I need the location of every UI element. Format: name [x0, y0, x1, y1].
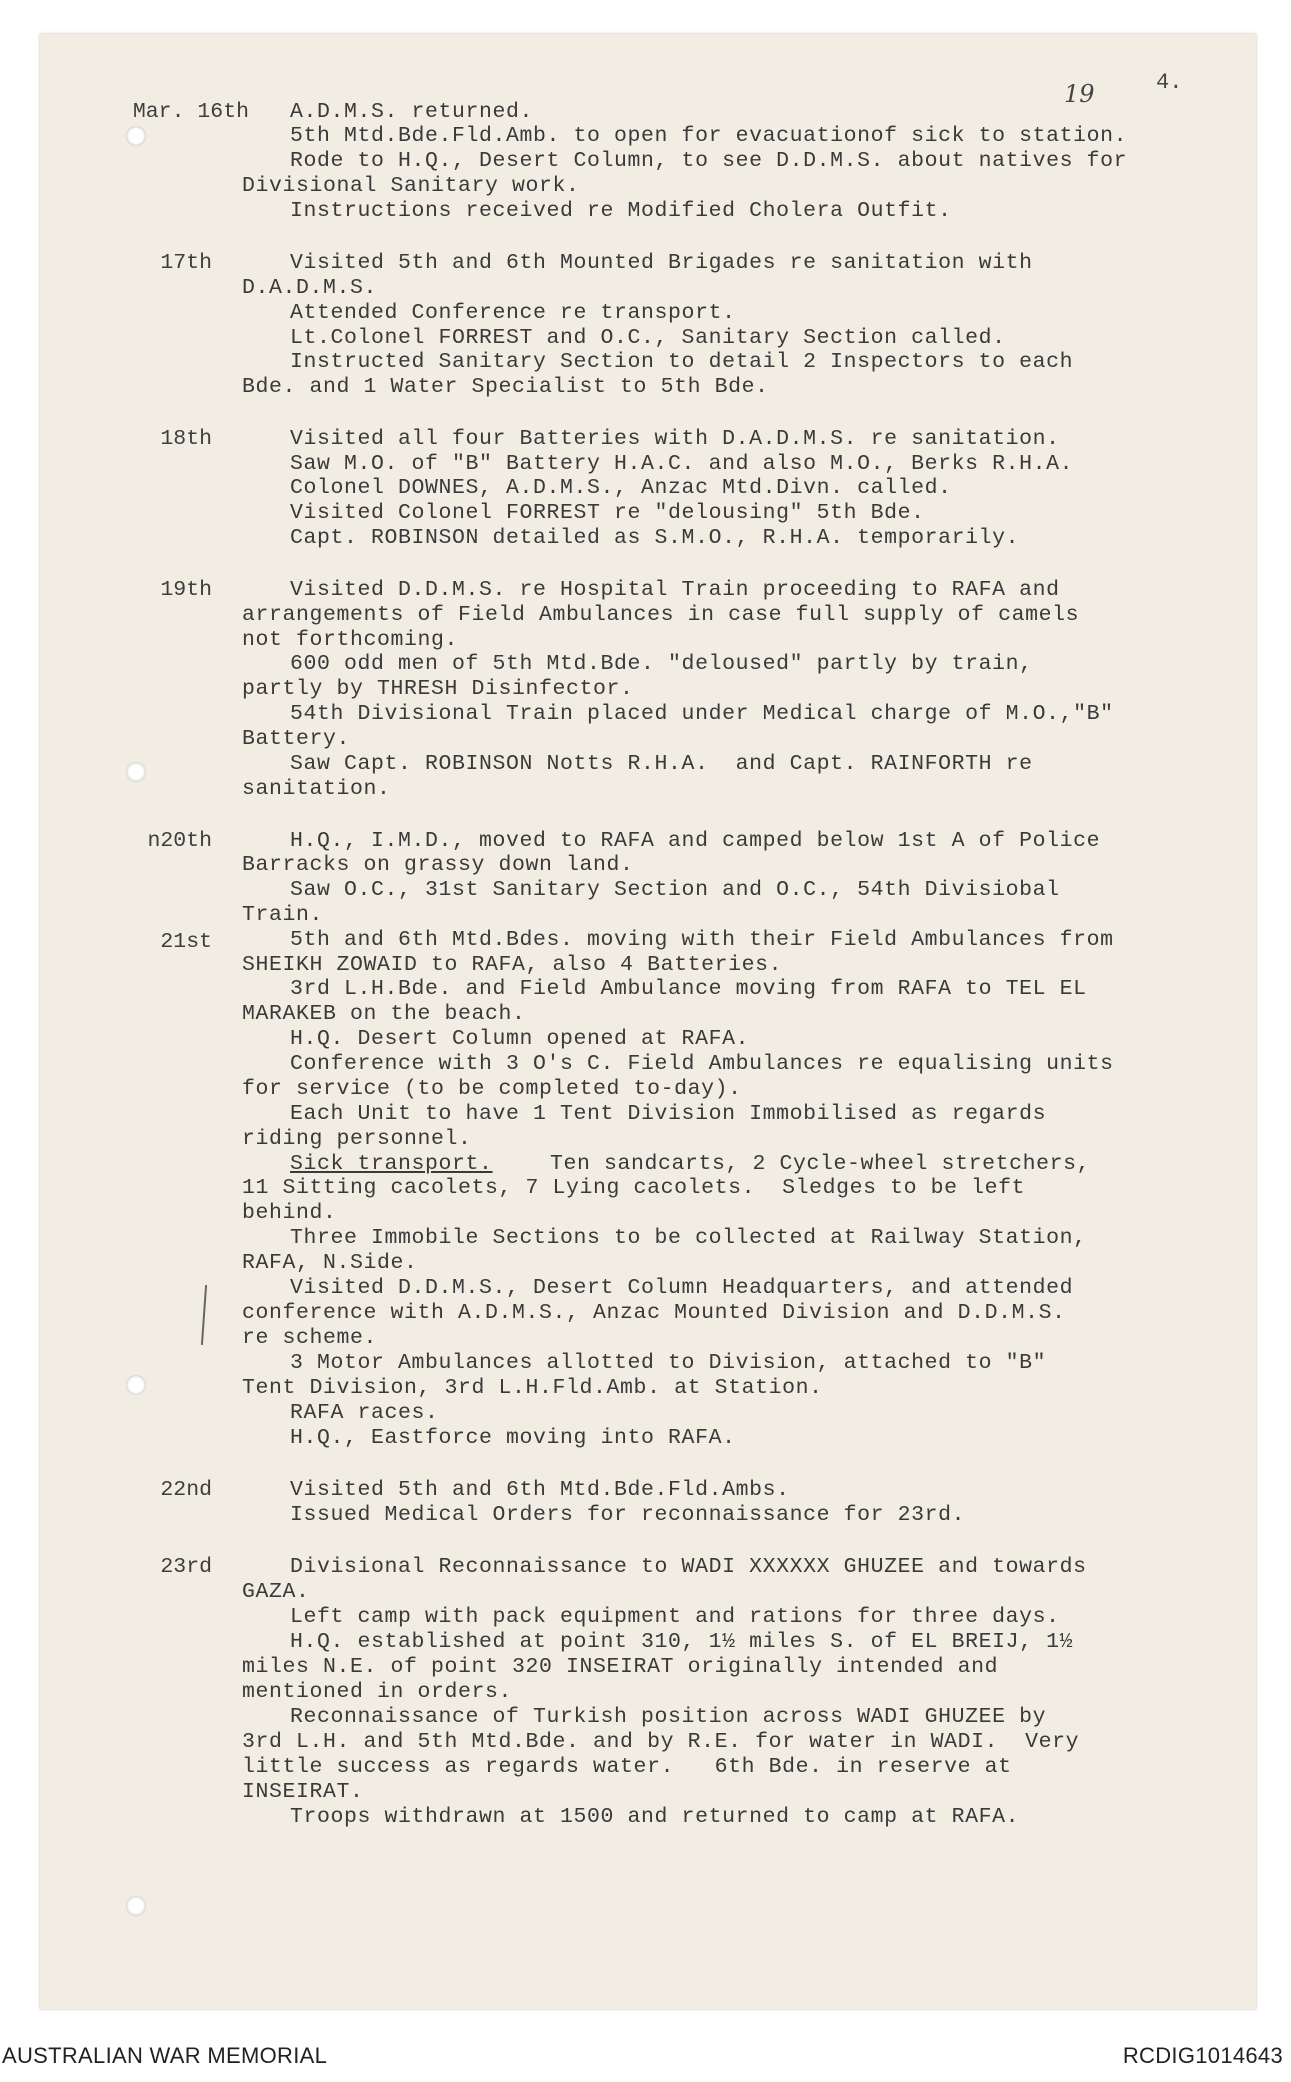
entry-line: 3 Motor Ambulances allotted to Division, attached to "B"	[290, 1351, 1047, 1375]
entry-line: A.D.M.S. returned.	[290, 100, 534, 124]
entry-line: INSEIRAT.	[242, 1780, 364, 1804]
entry-line: Reconnaissance of Turkish position across WADI GHUZEE by	[290, 1705, 1047, 1729]
entry-line: Visited Colonel FORREST re "delousing" 5th Bde.	[290, 501, 925, 525]
entry-line: 3rd L.H.Bde. and Field Ambulance moving from RAFA to TEL EL	[290, 977, 1087, 1001]
entry-line: arrangements of Field Ambulances in case full supply of camels	[242, 603, 1080, 627]
entry-line: partly by THRESH Disinfector.	[242, 677, 634, 701]
entry-line: MARAKEB on the beach.	[242, 1002, 526, 1026]
entry-line: 5th and 6th Mtd.Bdes. moving with their Field Ambulances from	[290, 928, 1114, 952]
entry-line: Three Immobile Sections to be collected at Railway Station,	[290, 1226, 1087, 1250]
entry-line: Saw M.O. of "B" Battery H.A.C. and also M.O., Berks R.H.A.	[290, 452, 1074, 476]
entry-line: Conference with 3 O's C. Field Ambulances re equalising units	[290, 1052, 1114, 1076]
entry-line: Visited 5th and 6th Mtd.Bde.Fld.Ambs.	[290, 1478, 790, 1502]
entry-line: Saw O.C., 31st Sanitary Section and O.C., 54th Divisiobal	[290, 878, 1060, 902]
entry-line: Attended Conference re transport.	[290, 301, 736, 325]
entry-line: Tent Division, 3rd L.H.Fld.Amb. at Station.	[242, 1376, 823, 1400]
entry-line: miles N.E. of point 320 INSEIRAT originally intended and	[242, 1655, 999, 1679]
entry-line: H.Q. established at point 310, 1½ miles S. of EL BREIJ, 1½	[290, 1630, 1074, 1654]
entry-line: Visited D.D.M.S., Desert Column Headquarters, and attended	[290, 1276, 1074, 1300]
entry-line: conference with A.D.M.S., Anzac Mounted Division and D.D.M.S.	[242, 1301, 1066, 1325]
entry-date: 22nd	[160, 1478, 212, 1502]
entry-date: Mar. 16th	[132, 100, 249, 124]
punch-hole	[126, 126, 146, 146]
entry-line: Divisional Sanitary work.	[242, 174, 580, 198]
entry-line: GAZA.	[242, 1580, 310, 1604]
entry-line: re scheme.	[242, 1326, 378, 1350]
entry-line: Lt.Colonel FORREST and O.C., Sanitary Section called.	[290, 326, 1006, 350]
entry-line: Capt. ROBINSON detailed as S.M.O., R.H.A. temporarily.	[290, 526, 1020, 550]
entry-line: Issued Medical Orders for reconnaissance for 23rd.	[290, 1503, 966, 1527]
entry-date: 17th	[160, 251, 212, 275]
entry-line: little success as regards water. 6th Bde. in reserve at	[242, 1755, 1012, 1779]
footer-record-id: RCDIG1014643	[1122, 2043, 1283, 2068]
entry-line-underlined: Sick transport.	[290, 1152, 493, 1176]
entry-line: SHEIKH ZOWAID to RAFA, also 4 Batteries.	[242, 953, 783, 977]
entry-date: 21st	[160, 930, 212, 954]
entry-line: Visited 5th and 6th Mounted Brigades re sanitation with	[290, 251, 1033, 275]
page-number: 4.	[1156, 70, 1183, 95]
entry-line: Train.	[242, 903, 324, 927]
entry-line: 54th Divisional Train placed under Medical charge of M.O.,"B"	[290, 702, 1114, 726]
entry-line: H.Q., I.M.D., moved to RAFA and camped below 1st A of Police	[290, 829, 1101, 853]
entry-line: Barracks on grassy down land.	[242, 853, 634, 877]
entry-line: Instructions received re Modified Cholera Outfit.	[290, 199, 952, 223]
entry-date: 19th	[160, 578, 212, 602]
entry-date: 18th	[160, 427, 212, 451]
entry-line: 11 Sitting cacolets, 7 Lying cacolets. Sledges to be left	[242, 1176, 1026, 1200]
entry-line: Battery.	[242, 727, 351, 751]
entry-line: D.A.D.M.S.	[242, 276, 378, 300]
entry-line: H.Q. Desert Column opened at RAFA.	[290, 1027, 750, 1051]
entry-line: H.Q., Eastforce moving into RAFA.	[290, 1426, 736, 1450]
punch-hole	[126, 1896, 146, 1916]
entry-line: RAFA, N.Side.	[242, 1251, 418, 1275]
entry-line: RAFA races.	[290, 1401, 439, 1425]
entry-line: behind.	[242, 1201, 337, 1225]
handwritten-folio-number: 19	[1064, 80, 1095, 108]
entry-line: 600 odd men of 5th Mtd.Bde. "deloused" partly by train,	[290, 652, 1033, 676]
entry-line: Instructed Sanitary Section to detail 2 Inspectors to each	[290, 350, 1074, 374]
entry-line: for service (to be completed to-day).	[242, 1077, 742, 1101]
entry-line: mentioned in orders.	[242, 1680, 513, 1704]
entry-line: Each Unit to have 1 Tent Division Immobilised as regards	[290, 1102, 1047, 1126]
entry-line: Colonel DOWNES, A.D.M.S., Anzac Mtd.Divn. called.	[290, 476, 952, 500]
punch-hole	[126, 1375, 146, 1395]
entry-date: 23rd	[160, 1555, 212, 1579]
entry-line: Ten sandcarts, 2 Cycle-wheel stretchers,	[550, 1152, 1091, 1176]
entry-line: Rode to H.Q., Desert Column, to see D.D.M.S. about natives for	[290, 149, 1128, 173]
entry-line: not forthcoming.	[242, 628, 459, 652]
entry-line: riding personnel.	[242, 1127, 472, 1151]
entry-line: 5th Mtd.Bde.Fld.Amb. to open for evacuationof sick to station.	[290, 124, 1128, 148]
entry-line: Visited D.D.M.S. re Hospital Train proceeding to RAFA and	[290, 578, 1060, 602]
entry-line: 3rd L.H. and 5th Mtd.Bde. and by R.E. for water in WADI. Very	[242, 1730, 1080, 1754]
entry-line: Troops withdrawn at 1500 and returned to camp at RAFA.	[290, 1805, 1020, 1829]
entry-line: Visited all four Batteries with D.A.D.M.S. re sanitation.	[290, 427, 1060, 451]
footer-institution: AUSTRALIAN WAR MEMORIAL	[2, 2043, 328, 2068]
entry-line: Saw Capt. ROBINSON Notts R.H.A. and Capt. RAINFORTH re	[290, 752, 1033, 776]
entry-line: Left camp with pack equipment and rations for three days.	[290, 1605, 1060, 1629]
entry-line: sanitation.	[242, 777, 391, 801]
entry-line: Divisional Reconnaissance to WADI XXXXXX GHUZEE and towards	[290, 1555, 1087, 1579]
entry-date: n20th	[147, 829, 212, 853]
punch-hole	[126, 762, 146, 782]
entry-line: Bde. and 1 Water Specialist to 5th Bde.	[242, 375, 769, 399]
